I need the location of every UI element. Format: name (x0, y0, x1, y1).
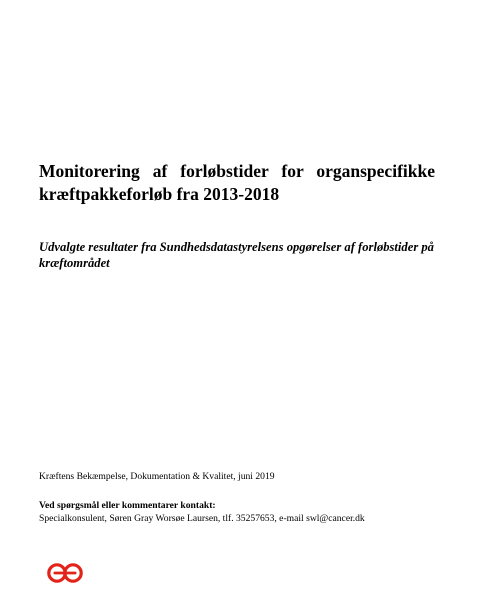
organization-date-line: Kræftens Bekæmpelse, Dokumentation & Kvalitet, juni 2019 (39, 471, 275, 482)
document-title: Monitorering af forløbstider for organspecifikke kræftpakkeforløb fra 2013-2018 (39, 161, 435, 204)
document-subtitle: Udvalgte resultater fra Sundhedsdatastyrelsens opgørelser af forløbstider på kræftområdet (39, 240, 434, 270)
double-ring-logo-icon (45, 562, 85, 584)
contact-details: Specialkonsulent, Søren Gray Worsøe Laursen, tlf. 35257653, e-mail swl@cancer.dk (39, 513, 365, 524)
contact-heading: Ved spørgsmål eller kommentarer kontakt: (39, 500, 216, 511)
